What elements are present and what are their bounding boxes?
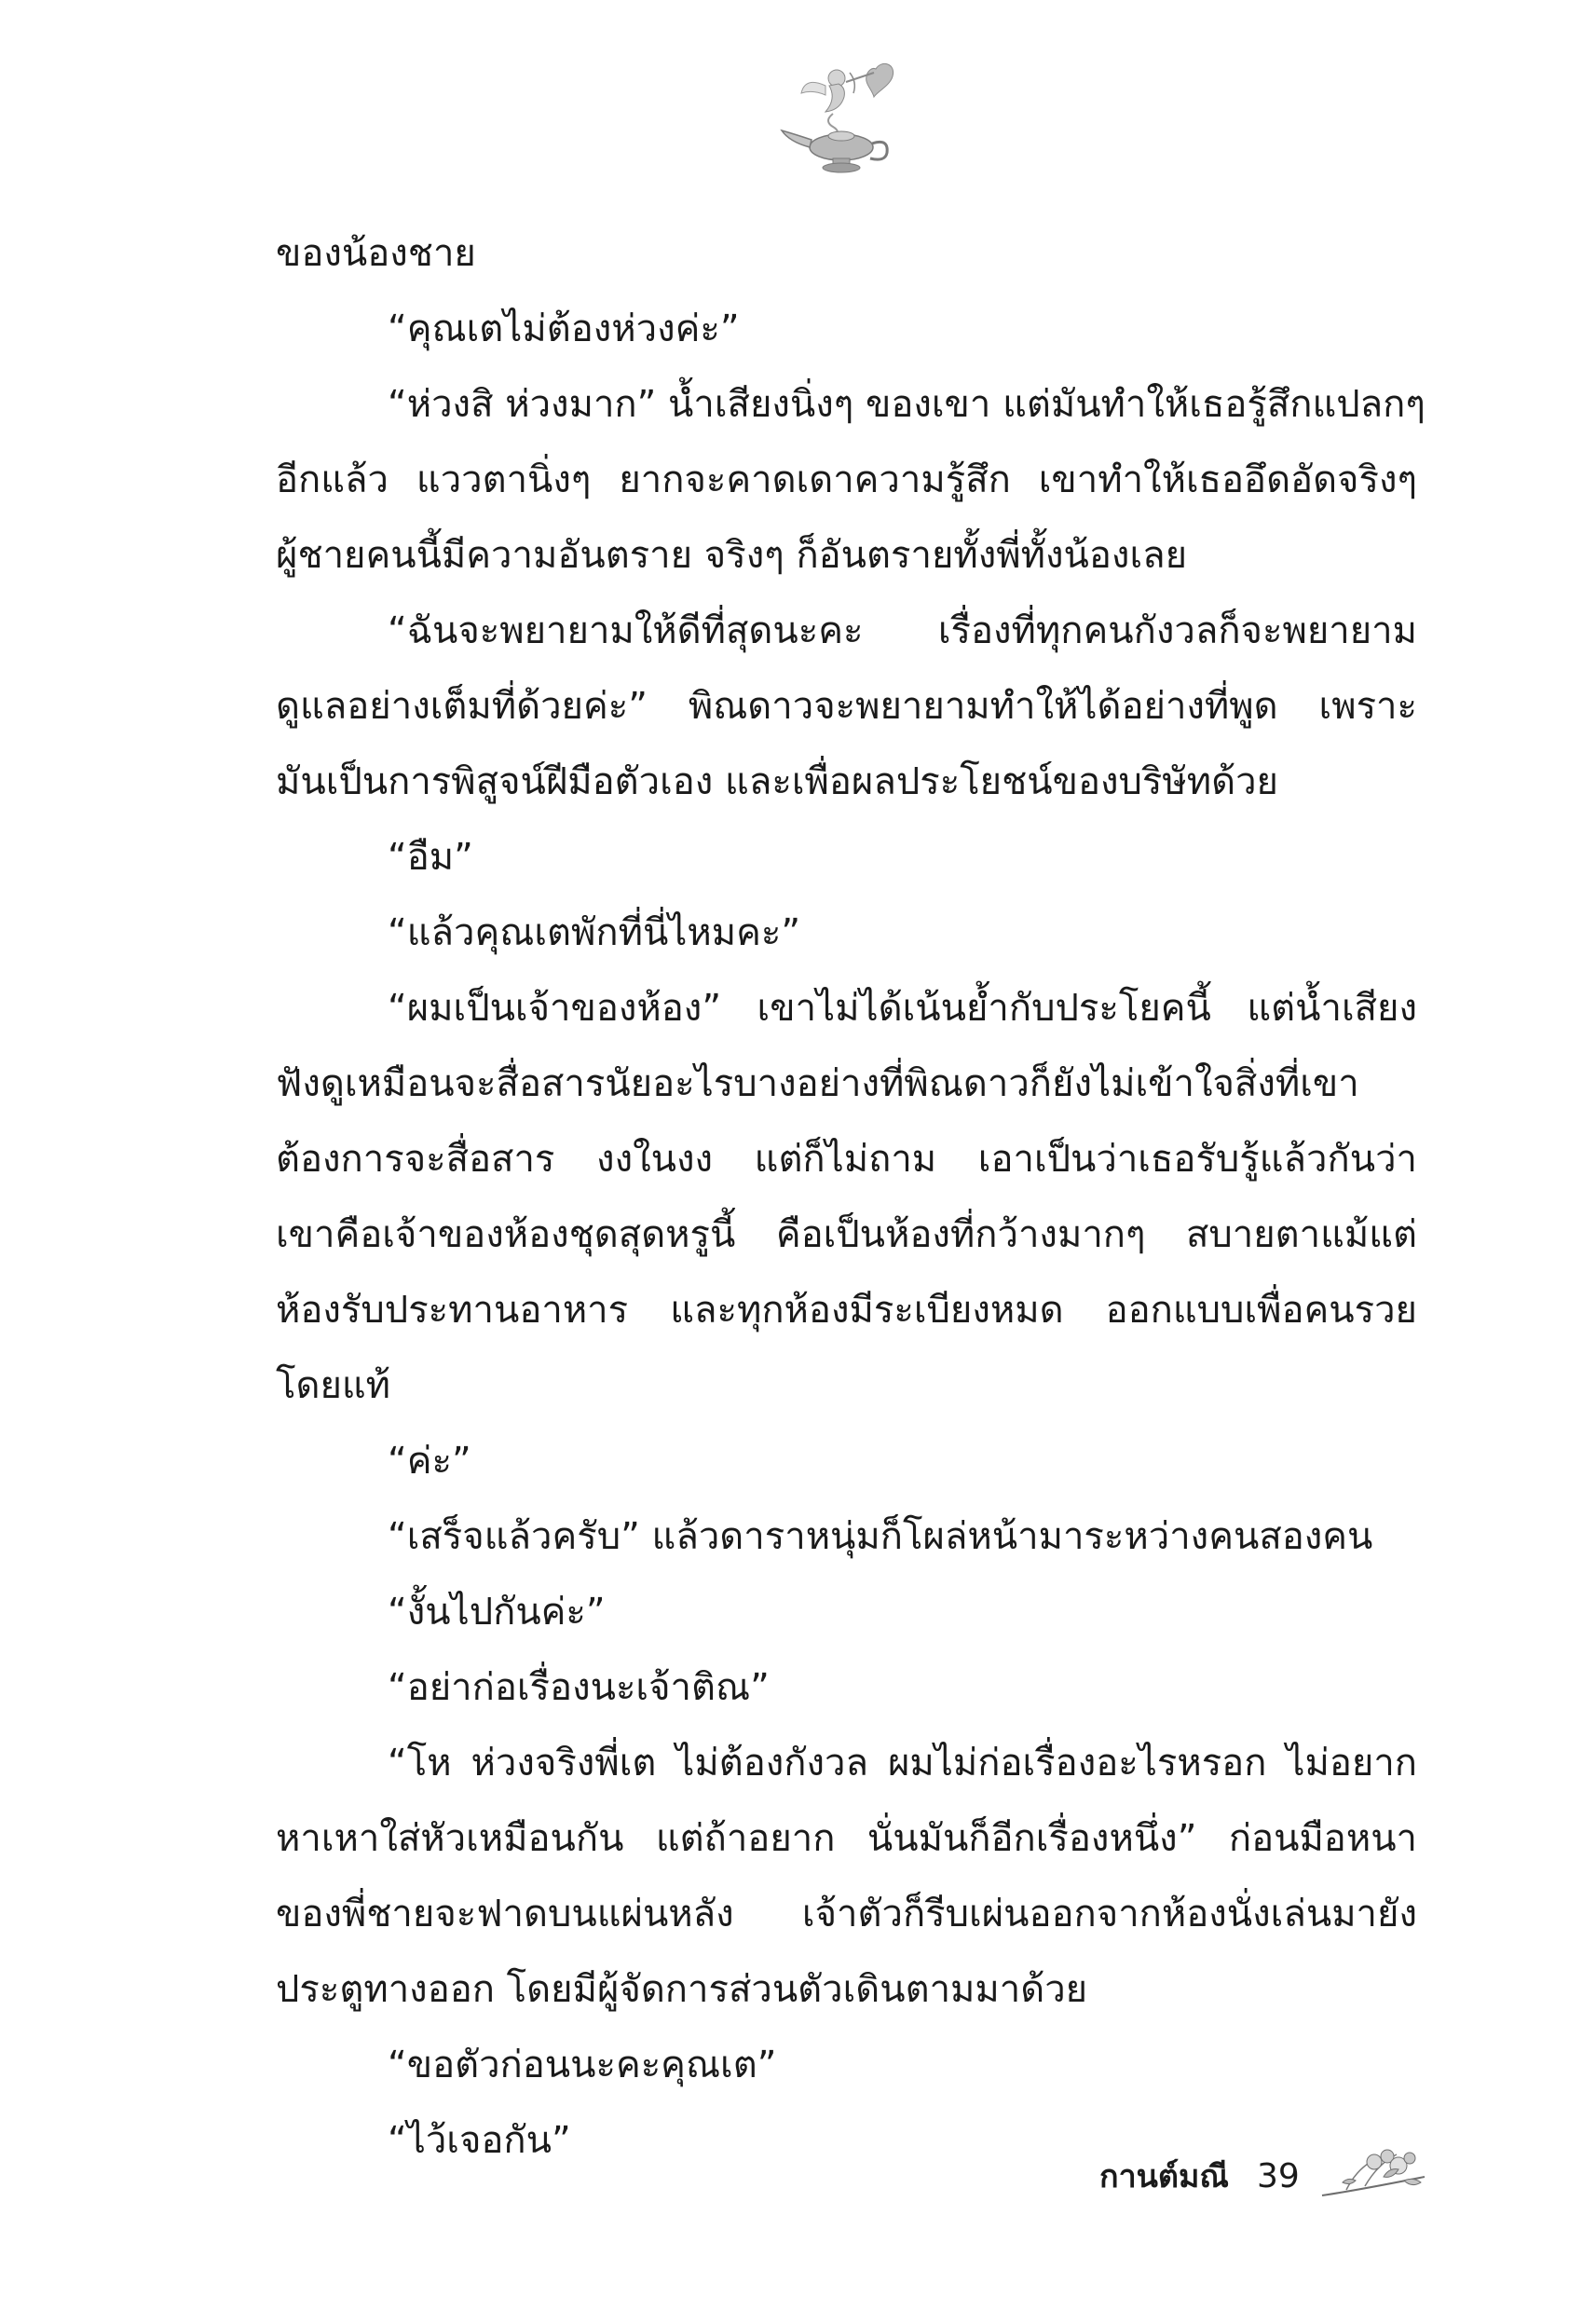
text-line: “ห่วงสิ ห่วงมาก” น้ำเสียงนิ่งๆ ของเขา แต่มันทำให้เธอรู้สึกแปลกๆ [388, 383, 1425, 426]
text-line: “ไว้เจอกัน” [388, 2119, 571, 2162]
page-footer [1099, 2143, 1430, 2208]
text-line: ดูแลอย่างเต็มที่ด้วยค่ะ” พิณดาวจะพยายามทำให้ได้อย่างที่พูด เพราะ [276, 685, 1417, 728]
running-footer-title: กานต์มณี [1099, 2158, 1229, 2195]
text-line: ประตูทางออก โดยมีผู้จัดการส่วนตัวเดินตามมาด้วย [276, 1968, 1088, 2011]
text-line: “อืม” [388, 836, 473, 879]
text-line: “เสร็จแล้วครับ” แล้วดาราหนุ่มก็โผล่หน้ามาระหว่างคนสองคน [388, 1515, 1373, 1558]
text-line: “งั้นไปกันค่ะ” [388, 1591, 606, 1634]
page-body-text [276, 216, 1425, 2179]
text-line: ของน้องชาย [276, 232, 476, 275]
page-number: 39 [1256, 2156, 1300, 2195]
text-line: ต้องการจะสื่อสาร งงในงง แต่ก็ไม่ถาม เอาเป็นว่าเธอรับรู้แล้วกันว่า [276, 1138, 1417, 1181]
text-line: อีกแล้ว แววตานิ่งๆ ยากจะคาดเดาความรู้สึก เขาทำให้เธออึดอัดจริงๆ [276, 458, 1417, 501]
flower-ornament-icon [1318, 2143, 1430, 2208]
text-line: “ค่ะ” [388, 1440, 471, 1483]
text-line: “โห ห่วงจริงพี่เต ไม่ต้องกังวล ผมไม่ก่อเรื่องอะไรหรอก ไม่อยาก [388, 1742, 1417, 1785]
text-line: “อย่าก่อเรื่องนะเจ้าติณ” [388, 1666, 770, 1709]
cupid-teapot-ornament-icon [771, 58, 911, 179]
text-line: ห้องรับประทานอาหาร และทุกห้องมีระเบียงหมด ออกแบบเพื่อคนรวย [276, 1289, 1417, 1332]
text-line: ผู้ชายคนนี้มีความอันตราย จริงๆ ก็อันตรายทั้งพี่ทั้งน้องเลย [276, 534, 1188, 577]
text-line: “แล้วคุณเตพักที่นี่ไหมคะ” [388, 911, 801, 954]
text-line: ฟังดูเหมือนจะสื่อสารนัยอะไรบางอย่างที่พิณดาวก็ยังไม่เข้าใจสิ่งที่เขา [276, 1062, 1359, 1105]
text-line: “ขอตัวก่อนนะคะคุณเต” [388, 2044, 777, 2086]
text-line: มันเป็นการพิสูจน์ฝีมือตัวเอง และเพื่อผลประโยชน์ของบริษัทด้วย [276, 760, 1278, 803]
text-line: “ผมเป็นเจ้าของห้อง” เขาไม่ได้เน้นย้ำกับประโยคนี้ แต่น้ำเสียง [388, 987, 1417, 1030]
text-line: “คุณเตไม่ต้องห่วงค่ะ” [388, 308, 740, 350]
text-line: หาเหาใส่หัวเหมือนกัน แต่ถ้าอยาก นั่นมันก็อีกเรื่องหนึ่ง” ก่อนมือหนา [276, 1817, 1417, 1860]
text-line: เขาคือเจ้าของห้องชุดสุดหรูนี้ คือเป็นห้องที่กว้างมากๆ สบายตาแม้แต่ [276, 1213, 1417, 1256]
text-line: โดยแท้ [276, 1364, 391, 1407]
text-line: “ฉันจะพยายามให้ดีที่สุดนะคะ เรื่องที่ทุกคนกังวลก็จะพยายาม [388, 609, 1417, 652]
text-line: ของพี่ชายจะฟาดบนแผ่นหลัง เจ้าตัวก็รีบเผ่นออกจากห้องนั่งเล่นมายัง [276, 1893, 1417, 1935]
